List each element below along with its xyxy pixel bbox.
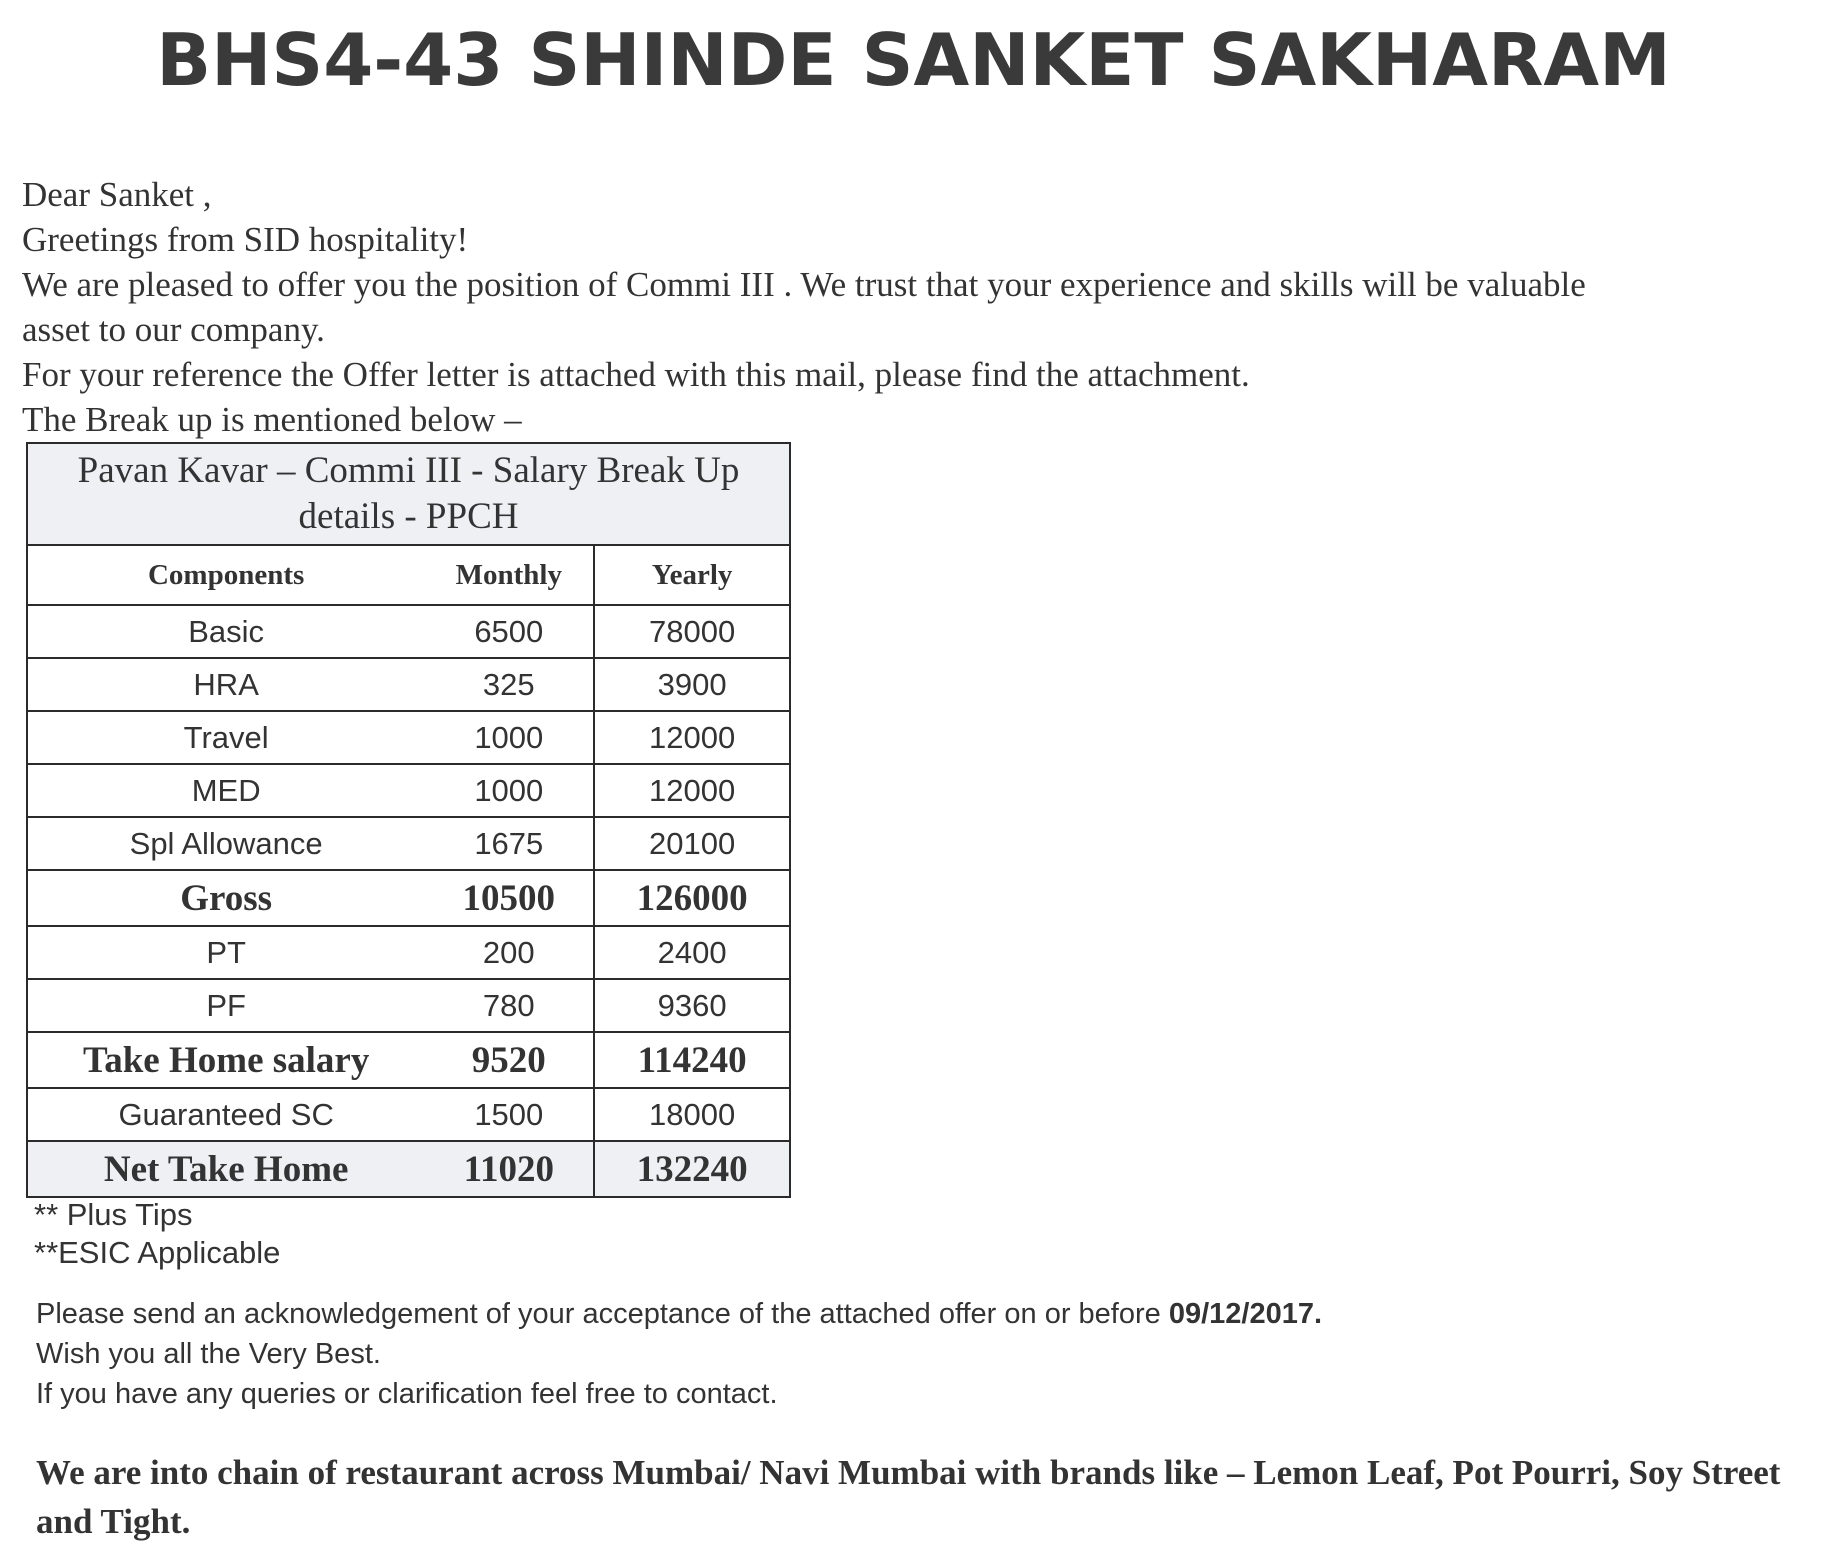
monthly-cell: 1000 xyxy=(424,711,594,764)
company-footer: We are into chain of restaurant across Mumbai/ Navi Mumbai with brands like – Lemon Leaf, Pot Pourri, Soy Street and Tight. xyxy=(36,1453,1781,1541)
yearly-cell: 20100 xyxy=(594,817,790,870)
component-cell: PT xyxy=(27,926,424,979)
document-title: BHS4-43 SHINDE SANKET SAKHARAM xyxy=(156,18,1671,102)
yearly-cell: 132240 xyxy=(594,1141,790,1197)
monthly-cell: 325 xyxy=(424,658,594,711)
yearly-cell: 12000 xyxy=(594,764,790,817)
component-cell: PF xyxy=(27,979,424,1032)
yearly-cell: 18000 xyxy=(594,1088,790,1141)
note-plus-tips: ** Plus Tips xyxy=(34,1197,193,1232)
acknowledgement-text: Please send an acknowledgement of your acceptance of the attached offer on or before xyxy=(36,1298,1161,1330)
table-row-med xyxy=(27,764,790,817)
monthly-cell: 200 xyxy=(424,926,594,979)
table-row-basic xyxy=(27,605,790,658)
table-caption: Pavan Kavar – Commi III - Salary Break Up details - PPCH xyxy=(27,443,790,545)
monthly-cell: 1500 xyxy=(424,1088,594,1141)
component-cell: Net Take Home xyxy=(27,1141,424,1197)
monthly-cell: 9520 xyxy=(424,1032,594,1088)
offer-line-2: asset to our company. xyxy=(22,310,325,349)
note-esic: **ESIC Applicable xyxy=(34,1235,281,1270)
component-cell: HRA xyxy=(27,658,424,711)
yearly-cell: 12000 xyxy=(594,711,790,764)
component-cell: Guaranteed SC xyxy=(27,1088,424,1141)
monthly-cell: 780 xyxy=(424,979,594,1032)
column-header-monthly: Monthly xyxy=(424,545,594,605)
component-cell: Travel xyxy=(27,711,424,764)
breakup-intro: The Break up is mentioned below – xyxy=(22,400,522,439)
column-header-components: Components xyxy=(27,545,424,605)
component-cell: Gross xyxy=(27,870,424,926)
yearly-cell: 78000 xyxy=(594,605,790,658)
component-cell: Take Home salary xyxy=(27,1032,424,1088)
offer-line-1: We are pleased to offer you the position of Commi III . We trust that your experience and skills will be valuable xyxy=(22,265,1586,304)
yearly-cell: 114240 xyxy=(594,1032,790,1088)
table-row-gross xyxy=(27,870,790,926)
monthly-cell: 11020 xyxy=(424,1141,594,1197)
queries-line: If you have any queries or clarification feel free to contact. xyxy=(36,1378,778,1410)
monthly-cell: 1000 xyxy=(424,764,594,817)
yearly-cell: 2400 xyxy=(594,926,790,979)
wish-line: Wish you all the Very Best. xyxy=(36,1338,381,1370)
component-cell: Basic xyxy=(27,605,424,658)
yearly-cell: 126000 xyxy=(594,870,790,926)
yearly-cell: 3900 xyxy=(594,658,790,711)
salary-table xyxy=(26,442,791,1198)
table-row-pf xyxy=(27,979,790,1032)
table-row-spl-allowance xyxy=(27,817,790,870)
table-row-take-home xyxy=(27,1032,790,1088)
monthly-cell: 6500 xyxy=(424,605,594,658)
table-row-guaranteed-sc xyxy=(27,1088,790,1141)
acknowledgement-line xyxy=(36,1294,1322,1334)
table-header-row xyxy=(27,545,790,605)
table-row-pt xyxy=(27,926,790,979)
monthly-cell: 10500 xyxy=(424,870,594,926)
table-row-net-take-home xyxy=(27,1141,790,1197)
component-cell: MED xyxy=(27,764,424,817)
yearly-cell: 9360 xyxy=(594,979,790,1032)
salary-table-wrapper xyxy=(26,442,791,1198)
monthly-cell: 1675 xyxy=(424,817,594,870)
greeting: Greetings from SID hospitality! xyxy=(22,220,469,259)
table-row-travel xyxy=(27,711,790,764)
acknowledgement-date: 09/12/2017. xyxy=(1168,1298,1323,1330)
letter-body xyxy=(22,172,1812,442)
column-header-yearly: Yearly xyxy=(594,545,790,605)
closing-text xyxy=(36,1294,1322,1414)
table-notes xyxy=(34,1196,280,1272)
component-cell: Spl Allowance xyxy=(27,817,424,870)
table-row-hra xyxy=(27,658,790,711)
salutation: Dear Sanket , xyxy=(22,175,212,214)
reference-line: For your reference the Offer letter is attached with this mail, please find the attachment. xyxy=(22,355,1250,394)
